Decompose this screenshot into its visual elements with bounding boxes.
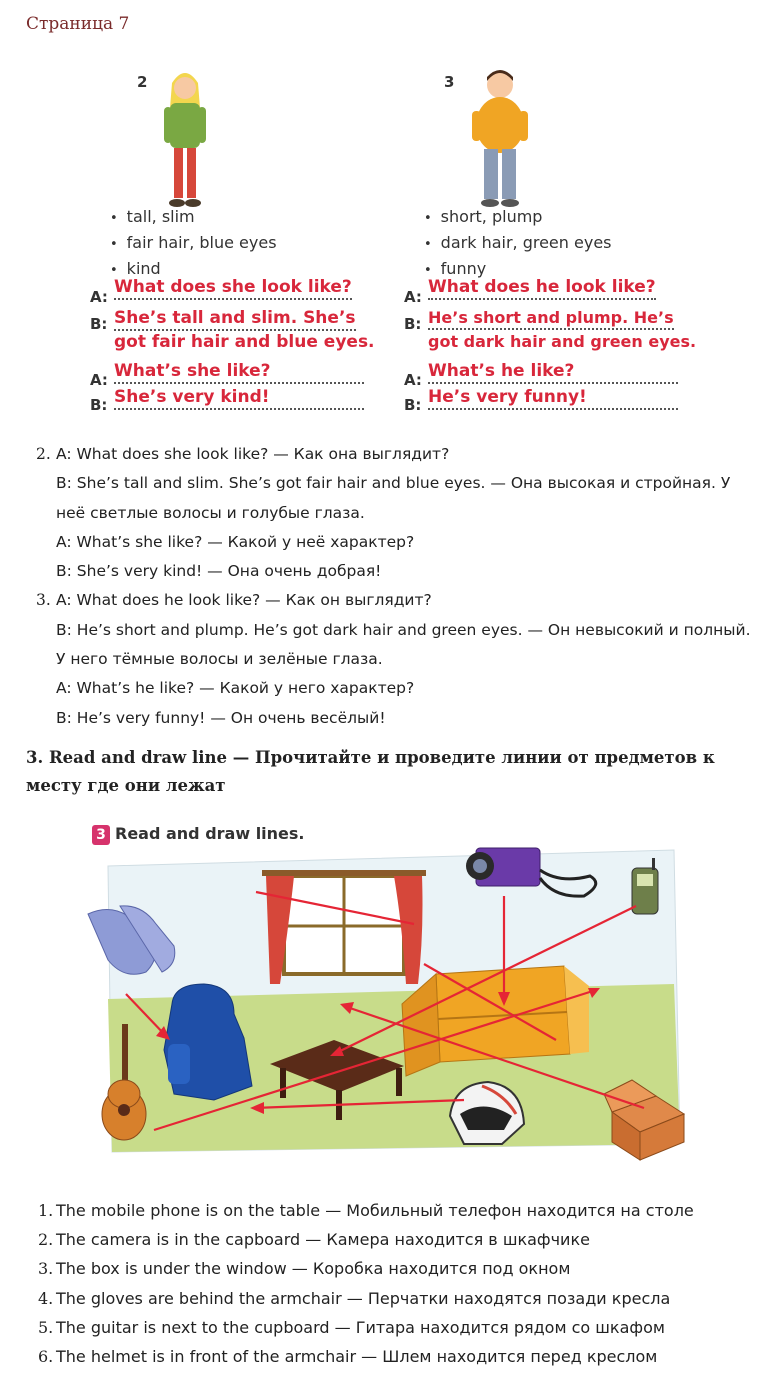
section-heading: 3. Read and draw line — Прочитайте и проведите линии от предметов к месту где они лежат: [26, 748, 715, 795]
translation-block: [36, 440, 756, 733]
list-item: 2. The camera is in the capboard — Камера находится в шкафчике: [38, 1230, 590, 1250]
list-item: 1. The mobile phone is on the table — Мобильный телефон находится на столе: [38, 1201, 694, 1220]
dialogue-boy: [394, 55, 697, 425]
list-item: • dark hair, green eyes: [424, 231, 612, 257]
list-item: • short, plump: [424, 205, 612, 231]
answer-text: She’s tall and slim. She’s: [114, 308, 356, 331]
speaker-label: B:: [404, 315, 422, 333]
girl-figure-icon: [150, 63, 220, 213]
room-illustration: [84, 814, 690, 1174]
translation-line: B: She’s very kind! — Она очень добрая!: [56, 562, 382, 581]
list-item: 3. The box is under the window — Коробка находится под окном: [38, 1259, 571, 1279]
answer-text: She’s very kind!: [114, 387, 364, 410]
list-item: • funny: [424, 257, 612, 283]
translation-line: B: He’s short and plump. He’s got dark hair and green eyes. — Он невысокий и полный. У него тёмные волосы и зелёные глаза.: [56, 620, 751, 669]
exercise-badge: 3: [92, 825, 110, 845]
list-item: • kind: [110, 257, 277, 283]
speaker-label: A:: [90, 288, 108, 306]
boy-figure-icon: [460, 63, 540, 213]
item-number: 2: [137, 73, 148, 91]
list-item: • tall, slim: [110, 205, 277, 231]
translation-line: A: What’s he like? — Какой у него характер?: [56, 679, 415, 698]
translation-line: 3. A: What does he look like? — Как он выглядит?: [36, 591, 432, 610]
translation-line: A: What’s she like? — Какой у неё характер?: [56, 532, 415, 551]
answer-text: What does she look like?: [114, 277, 352, 300]
answer-text: He’s very funny!: [428, 387, 678, 410]
dialogue-girl: [80, 55, 375, 425]
exercise-title: 3 Read and draw lines.: [92, 824, 305, 845]
answer-text: He’s short and plump. He’s: [428, 308, 674, 330]
list-item: 4. The gloves are behind the armchair — Перчатки находятся позади кресла: [38, 1288, 671, 1308]
answer-text: got dark hair and green eyes.: [428, 332, 697, 351]
page-title: Страница 7: [26, 14, 130, 34]
speaker-label: A:: [404, 371, 422, 389]
exercise-3-illustration: [84, 814, 690, 1174]
speaker-label: B:: [90, 396, 108, 414]
translation-line: B: He’s very funny! — Он очень весёлый!: [56, 708, 386, 727]
speaker-label: B:: [404, 396, 422, 414]
item-number: 3: [444, 73, 455, 91]
speaker-label: A:: [404, 288, 422, 306]
list-item: 6. The helmet is in front of the armchair — Шлем находится перед креслом: [38, 1347, 658, 1367]
list-item: 5. The guitar is next to the cupboard — Гитара находится рядом со шкафом: [38, 1317, 665, 1337]
translation-line: 2. A: What does she look like? — Как она выглядит?: [36, 445, 450, 463]
window-icon: [262, 870, 426, 984]
traits-list: [424, 205, 612, 283]
traits-list: [110, 205, 277, 283]
answer-text: What’s he like?: [428, 361, 678, 384]
translation-line: B: She’s tall and slim. She’s got fair hair and blue eyes. — Она высокая и стройная. У неё светлые волосы и голубые глаза.: [56, 474, 731, 522]
list-item: • fair hair, blue eyes: [110, 231, 277, 257]
speaker-label: A:: [90, 371, 108, 389]
answer-text: got fair hair and blue eyes.: [114, 332, 375, 352]
sentence-list: [38, 1196, 694, 1371]
answer-text: What’s she like?: [114, 361, 364, 384]
exercise-2-illustration: [80, 55, 697, 425]
answer-text: What does he look like?: [428, 277, 656, 300]
speaker-label: B:: [90, 315, 108, 333]
